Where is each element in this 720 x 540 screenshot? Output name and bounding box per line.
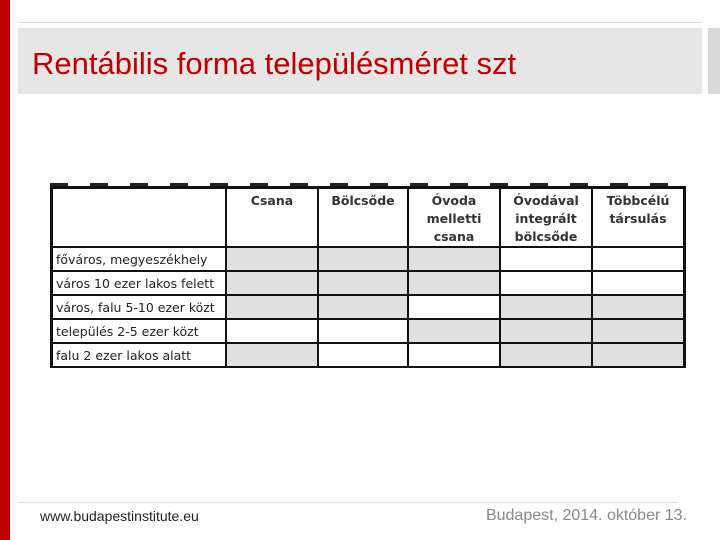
blank-cell [592, 247, 684, 271]
shaded-cell [226, 343, 318, 367]
footer-website[interactable]: www.budapestinstitute.eu [40, 508, 199, 524]
bottom-divider [18, 502, 678, 503]
table-row [52, 343, 684, 367]
shaded-cell [592, 343, 684, 367]
blank-cell [500, 271, 592, 295]
blank-cell [318, 343, 408, 367]
blank-cell [318, 319, 408, 343]
column-header: Óvodával integrált bölcsőde [500, 188, 592, 247]
shaded-cell [408, 319, 500, 343]
shaded-cell [318, 247, 408, 271]
title-banner [18, 28, 702, 94]
table-row [52, 247, 684, 271]
right-accent-bar [708, 28, 720, 94]
shaded-cell [500, 295, 592, 319]
table-row [52, 319, 684, 343]
shaded-cell [408, 271, 500, 295]
footer-date: Budapest, 2014. október 13. [485, 507, 687, 524]
shaded-cell [226, 271, 318, 295]
column-header: Óvoda melletti csana [408, 188, 500, 247]
matrix-table [50, 186, 686, 368]
blank-cell [408, 295, 500, 319]
left-accent-bar [0, 0, 10, 540]
shaded-cell [408, 247, 500, 271]
blank-cell [500, 247, 592, 271]
blank-cell [592, 271, 684, 295]
table-row [52, 271, 684, 295]
shaded-cell [318, 295, 408, 319]
shaded-cell [500, 319, 592, 343]
shaded-cell [592, 295, 684, 319]
row-label: település 2-5 ezer közt [52, 319, 226, 343]
row-label: főváros, megyeszékhely [52, 247, 226, 271]
top-divider [18, 22, 702, 23]
row-label: város, falu 5-10 ezer közt [52, 295, 226, 319]
slide-title: Rentábilis forma településméret szt [32, 46, 517, 81]
header-blank-cell [52, 188, 226, 247]
column-header: Bölcsőde [318, 188, 408, 247]
table-row [52, 295, 684, 319]
shaded-cell [592, 319, 684, 343]
blank-cell [226, 319, 318, 343]
shaded-cell [318, 271, 408, 295]
row-label: város 10 ezer lakos felett [52, 271, 226, 295]
shaded-cell [500, 343, 592, 367]
shaded-cell [226, 295, 318, 319]
row-label: falu 2 ezer lakos alatt [52, 343, 226, 367]
column-header: Csana [226, 188, 318, 247]
blank-cell [408, 343, 500, 367]
column-header: Többcélú társulás [592, 188, 684, 247]
shaded-cell [226, 247, 318, 271]
